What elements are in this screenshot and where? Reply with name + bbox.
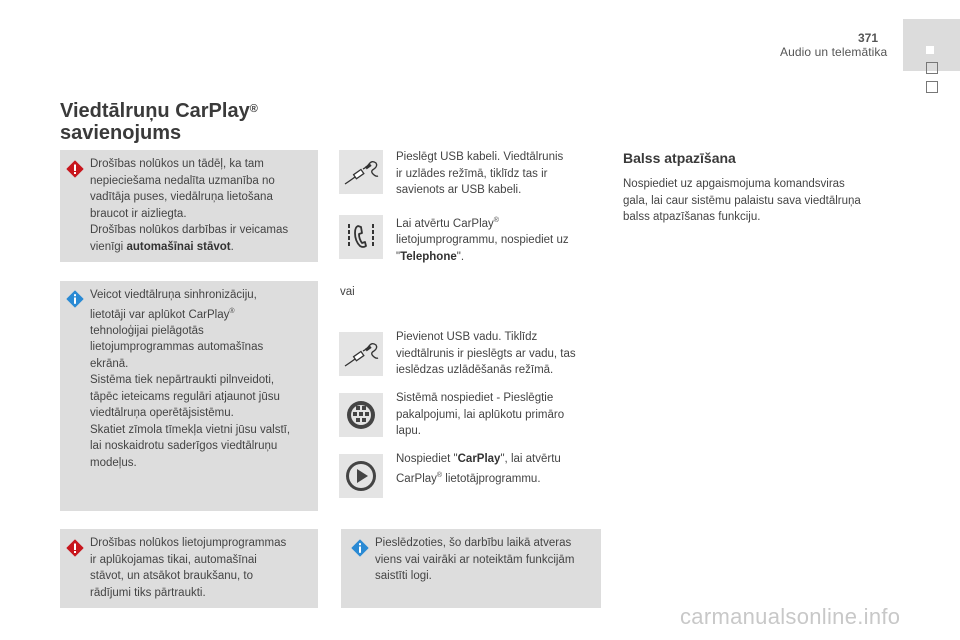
section-heading-voice: Balss atpazīšana [623, 150, 736, 166]
exclamation-icon [66, 539, 84, 557]
text-line: ir uzlādes režīmā, tiklīdz tas ir [396, 167, 548, 180]
text-line: braucot ir aizliegta. [90, 207, 187, 220]
text-line: Sistēmā nospiediet - Pieslēgtie [396, 392, 554, 404]
text-line: Nospiediet uz apgaismojuma komandsviras [623, 178, 845, 190]
text-punctuation: " [396, 250, 401, 263]
page-title-main: Viedtālruņu CarPlay [60, 100, 250, 122]
info-icon [66, 290, 84, 308]
carplay-icon [339, 454, 383, 498]
warning-text [90, 535, 314, 601]
text-line: gala, lai caur sistēmu palaistu sava viedtālruņa [623, 194, 861, 207]
text-line: ieslēdzas uzlādēšanās režīmā. [396, 364, 554, 376]
text-line: vadītāja puses, viedālruņa lietošana [90, 191, 273, 203]
text-line: Skatiet zīmola tīmekļa vietni jūsu valstī, [90, 423, 291, 436]
page-title [60, 100, 258, 144]
text-line: rādījumi tiks pārtraukti. [90, 586, 206, 599]
text-line: Veicot viedtālruņa sinhronizāciju, [90, 289, 257, 301]
text-line: viedtālruņa operētājsistēmu. [90, 407, 234, 420]
step-text-usb [396, 149, 596, 199]
text-line: pakalpojumi, lai aplūkotu primāro [396, 408, 565, 421]
text-line: Pieslēdzoties, šo darbību laikā atveras [375, 537, 572, 549]
text-punctuation: ". [456, 250, 465, 263]
registered-mark: ® [229, 307, 235, 315]
text-line: ekrānā. [90, 357, 129, 370]
text-line: Pieslēgt USB kabeli. Viedtālrunis [396, 151, 564, 163]
emphasis-text: Telephone [400, 250, 457, 263]
running-head: Audio un telemātika [780, 45, 888, 59]
text-line: viedtālrunis ir pieslēgts ar vadu, tas [396, 347, 576, 360]
usb-cable-icon [339, 150, 383, 194]
exclamation-icon [66, 160, 84, 178]
text-line: Drošības nolūkos darbības ir veicamas [90, 224, 289, 236]
text-line: Sistēma tiek nepārtraukti pilnveidoti, [90, 374, 275, 387]
text-line: lietotāji var aplūkot CarPlay [90, 308, 230, 321]
text-line: ", lai atvērtu [500, 453, 561, 465]
text-line: lapu. [396, 425, 421, 437]
text-line: tehnoloģijai pielāgotās [90, 324, 204, 337]
text-line: lai noskaidrotu saderīgos viedtālruņu [90, 440, 278, 453]
text-line: Drošības nolūkos un tādēļ, ka tam [90, 158, 264, 170]
emphasis-text: automašīnai stāvot [126, 240, 231, 253]
page-number: 371 [858, 31, 879, 45]
section-text-voice [623, 176, 893, 226]
connected-services-icon [339, 393, 383, 437]
text-line: Lai atvērtu CarPlay [396, 217, 494, 230]
text-line: Nospiediet " [396, 453, 458, 465]
info-icon [351, 539, 369, 557]
text-line: stāvot, un atsākot braukšanu, to [90, 570, 254, 582]
chapter-tab-marker-active [926, 46, 934, 54]
info-text [90, 287, 314, 471]
text-line: modeļus. [90, 456, 137, 469]
step-text-services [396, 390, 596, 440]
text-line: viens vai vairāki ar noteiktām funkcijām [375, 553, 575, 566]
text-line: ir aplūkojamas tikai, automašīnai [90, 553, 257, 566]
usb-cable-icon [339, 332, 383, 376]
text-line: Drošības nolūkos lietojumprogrammas [90, 537, 287, 549]
page-title-line2: savienojums [60, 122, 182, 144]
text-line: CarPlay [396, 472, 437, 485]
text-punctuation: . [230, 240, 234, 253]
text-line: tāpēc ieteicams regulāri atjaunot jūsu [90, 390, 280, 403]
chapter-tab-marker [926, 81, 938, 93]
chapter-tab-marker [926, 62, 938, 74]
text-line: Pievienot USB vadu. Tiklīdz [396, 331, 538, 343]
info-text [375, 535, 599, 585]
watermark: carmanualsonline.info [680, 604, 901, 629]
text-line: lietojumprogrammas automašīnas [90, 341, 264, 354]
step-text-carplay [396, 451, 596, 487]
text-line: saistīti logi. [375, 570, 432, 582]
text-line: balss atpazīšanas funkciju. [623, 211, 761, 223]
text-line: lietojumprogrammu, nospiediet uz [396, 234, 569, 247]
text-line: lietotājprogrammu. [442, 472, 541, 485]
step-text-usb [396, 329, 596, 379]
text-line: nepieciešama nedalīta uzmanība no [90, 174, 275, 187]
phone-handset-icon [339, 215, 383, 259]
step-text-phone [396, 213, 596, 265]
warning-text [90, 156, 314, 255]
registered-mark: ® [493, 217, 499, 224]
registered-mark: ® [249, 103, 258, 115]
registered-mark: ® [436, 471, 443, 479]
or-text: vai [340, 286, 355, 298]
emphasis-text: CarPlay [457, 453, 501, 465]
text-line: vienīgi [90, 240, 127, 253]
text-line: savienots ar USB kabeli. [396, 184, 522, 196]
